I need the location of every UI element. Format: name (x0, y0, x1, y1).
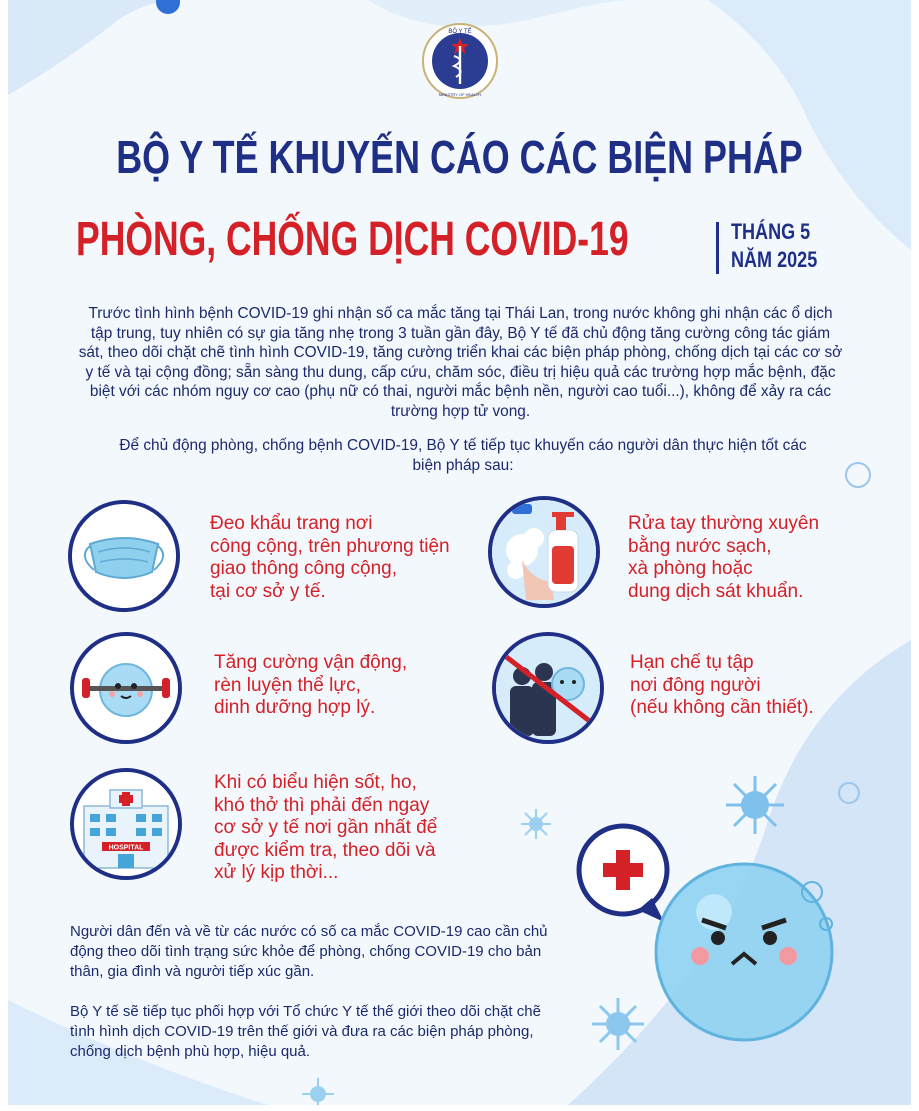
measure-hospital-text: Khi có biểu hiện sốt, ho, khó thở thì phải đến ngay cơ sở y tế nơi gần nhất để được kiểm tra, theo dõi và xử lý kịp thời... (214, 772, 438, 883)
svg-text:BỘ Y TẾ: BỘ Y TẾ (448, 29, 472, 35)
bubble-decoration-right (836, 780, 862, 806)
headline-line-2-row (76, 212, 856, 282)
virus-mascot (644, 852, 844, 1052)
face-mask-icon (68, 500, 180, 612)
headline-separator (716, 222, 719, 274)
note-who-cooperation: Bộ Y tế sẽ tiếp tục phối hợp với Tổ chức Y tế thế giới theo dõi chặt chẽ tình hình dịch COVID-19 trên thế giới và đưa ra các biện pháp phòng, chống dịch bệnh phù hợp, hiệu quả. (70, 1003, 541, 1060)
headline-year: NĂM 2025 (731, 247, 818, 272)
virus-decoration (720, 770, 790, 840)
note-travelers: Người dân đến và về từ các nước có số ca mắc COVID-19 cao cần chủ động theo dõi tình trạng sức khỏe để phòng, chống COVID-19 cho bản thân, gia đình và người tiếp xúc gần. (70, 923, 548, 980)
intro-paragraph: Trước tình hình bệnh COVID-19 ghi nhận số ca mắc tăng tại Thái Lan, trong nước không ghi nhận các ổ dịch tập trung, tuy nhiên có sự gia tăng nhẹ trong 3 tuần gần đây, Bộ Y tế đã chủ động tăng cường công tác giám sát, theo dõi chặt chẽ tình hình COVID-19, tăng cường triển khai các biện pháp phòng, chống dịch tại các cơ sở y tế và tại cộng đồng; sẵn sàng thu dung, cấp cứu, chăm sóc, điều trị hiệu quả các trường hợp mắc bệnh, đặc biệt với các nhóm nguy cơ cao (phụ nữ có thai, người mắc bệnh nền, người cao tuổi...), không để xảy ra các trường hợp tử vong. (78, 305, 843, 420)
headline-line-2: PHÒNG, CHỐNG DỊCH COVID-19 (76, 213, 629, 266)
poster (8, 0, 911, 1105)
hand-washing-icon (488, 496, 600, 608)
headline-line-1: BỘ Y TẾ KHUYẾN CÁO CÁC BIỆN PHÁP (116, 131, 803, 183)
ministry-logo (421, 22, 499, 100)
hospital-icon (70, 768, 182, 880)
exercise-dumbbell-icon (70, 632, 182, 744)
bubble-decoration (843, 460, 873, 490)
svg-text:HOSPITAL: HOSPITAL (108, 844, 144, 852)
measure-mask-text: Đeo khẩu trang nơi công cộng, trên phương tiện giao thông công cộng, tại cơ sở y tế. (210, 513, 450, 602)
virus-decoration-small (518, 806, 554, 842)
virus-decoration-bottom (588, 994, 648, 1054)
headline-date (731, 218, 817, 274)
headline-month: THÁNG 5 (731, 219, 811, 244)
measure-nocrowd-text: Hạn chế tụ tập nơi đông người (nếu không cần thiết). (630, 652, 814, 718)
virus-decoration-corner (298, 1072, 338, 1105)
call-to-action: Để chủ động phòng, chống bệnh COVID-19, Bộ Y tế tiếp tục khuyến cáo người dân thực hiện tốt các biện pháp sau: (119, 437, 807, 474)
measure-exercise-text: Tăng cường vận động, rèn luyện thể lực, dinh dưỡng hợp lý. (214, 652, 408, 718)
no-crowd-icon (492, 632, 604, 744)
svg-text:MINISTRY OF HEALTH: MINISTRY OF HEALTH (438, 92, 482, 97)
measure-handwash-text: Rửa tay thường xuyên bằng nước sạch, xà phòng hoặc dung dịch sát khuẩn. (628, 513, 820, 602)
